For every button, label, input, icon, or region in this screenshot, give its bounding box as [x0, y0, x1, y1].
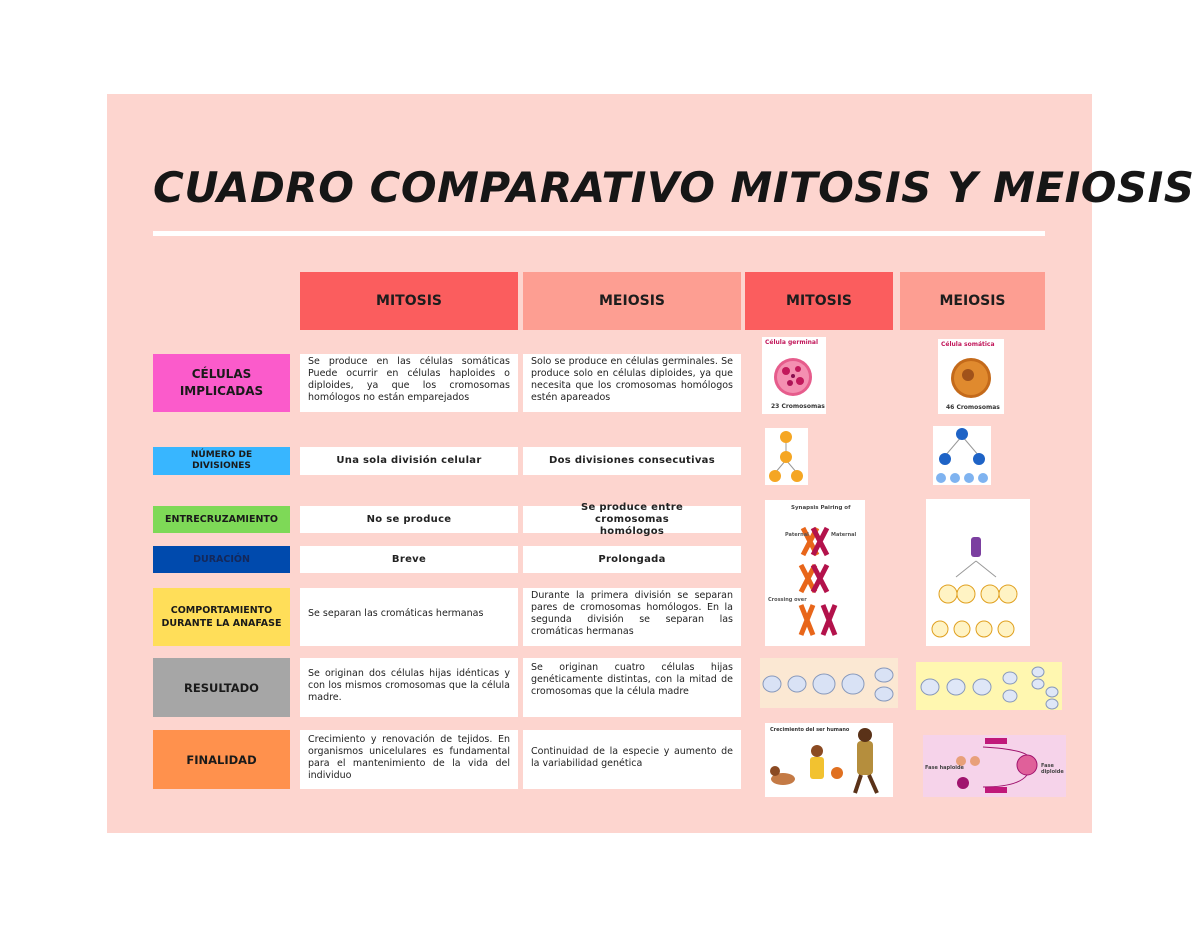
cell-meiosis-divisiones: Dos divisiones consecutivas: [523, 447, 741, 475]
cell-mitosis-resultado: Se originan dos células hijas idénticas y con los mismos cromosomas que la célula madre.: [300, 658, 518, 717]
label-anafase: COMPORTAMIENTO DURANTE LA ANAFASE: [153, 588, 290, 646]
title-divider: [153, 231, 1045, 236]
header-meiosis-images: MEIOSIS: [900, 272, 1045, 330]
cell-meiosis-anafase: Durante la primera división se separan pares de cromosomas homólogos. En la segunda división se separan las cromáticas hermanas: [523, 588, 741, 646]
label-duracion: DURACIÓN: [153, 546, 290, 573]
crossing-over-diagram: [765, 500, 865, 646]
cell-meiosis-celulas: Solo se produce en células germinales. Se produce solo en células diploides, ya que necesita que los cromosomas homólogos estén apareados: [523, 354, 741, 412]
somatic-cell-caption: 46 Cromosomas: [946, 404, 1000, 411]
cell-meiosis-duracion: Prolongada: [523, 546, 741, 573]
header-mitosis-images: MITOSIS: [745, 272, 893, 330]
meiosis-result-strip: [916, 662, 1062, 710]
somatic-cell-image: [938, 339, 1004, 414]
haploid-label: Fase haploide: [925, 765, 964, 771]
germinal-cell-title: Célula germinal: [765, 339, 819, 346]
cell-mitosis-duracion: Breve: [300, 546, 518, 573]
diploid-label: Fase diploide: [1041, 763, 1064, 775]
label-divisiones: NÚMERO DE DIVISIONES: [153, 447, 290, 475]
synapsis-title: Synapsis Pairing of: [791, 505, 851, 511]
label-celulas: CÉLULAS IMPLICADAS: [153, 354, 290, 412]
meiosis-stages-diagram: [926, 499, 1030, 646]
label-finalidad: FINALIDAD: [153, 730, 290, 789]
cell-meiosis-resultado: Se originan cuatro células hijas genéticamente distintas, con la mitad de cromosomas que la célula madre: [523, 658, 741, 717]
cell-mitosis-entrecruzamiento: No se produce: [300, 506, 518, 533]
maternal-label: Maternal: [831, 532, 857, 538]
germinal-cell-image: [762, 337, 826, 414]
cell-mitosis-finalidad: Crecimiento y renovación de tejidos. En organismos unicelulares es fundamental para el mantenimiento de la vida del individuo: [300, 730, 518, 789]
cell-meiosis-entrecruzamiento: Se produce entre cromosomas homólogos: [523, 506, 741, 533]
somatic-cell-title: Célula somática: [941, 341, 995, 348]
mitosis-result-strip: [760, 658, 898, 708]
cell-mitosis-anafase: Se separan las cromáticas hermanas: [300, 588, 518, 646]
cell-mitosis-celulas: Se produce en las células somáticas Puede ocurrir en células haploides o diploides, ya que los cromosomas homólogos no están emparejados: [300, 354, 518, 412]
meiosis-division-diagram: [933, 426, 991, 485]
header-meiosis: MEIOSIS: [523, 272, 741, 330]
label-entrecruzamiento: ENTRECRUZAMIENTO: [153, 506, 290, 533]
page-title: CUADRO COMPARATIVO MITOSIS Y MEIOSIS: [153, 163, 1195, 212]
header-mitosis: MITOSIS: [300, 272, 518, 330]
germinal-cell-caption: 23 Cromosomas: [771, 403, 825, 410]
somatic-cell-icon: [938, 339, 1004, 414]
growth-title: Crecimiento del ser humano: [770, 727, 850, 733]
human-growth-image: [765, 723, 893, 797]
cell-meiosis-finalidad: Continuidad de la especie y aumento de la variabilidad genética: [523, 730, 741, 789]
cell-mitosis-divisiones: Una sola división celular: [300, 447, 518, 475]
label-resultado: RESULTADO: [153, 658, 290, 717]
mitosis-division-diagram: [765, 428, 808, 485]
crossing-over-label: Crossing over: [768, 597, 807, 603]
paternal-label: Paternal: [785, 532, 809, 538]
life-cycle-image: [923, 735, 1066, 797]
